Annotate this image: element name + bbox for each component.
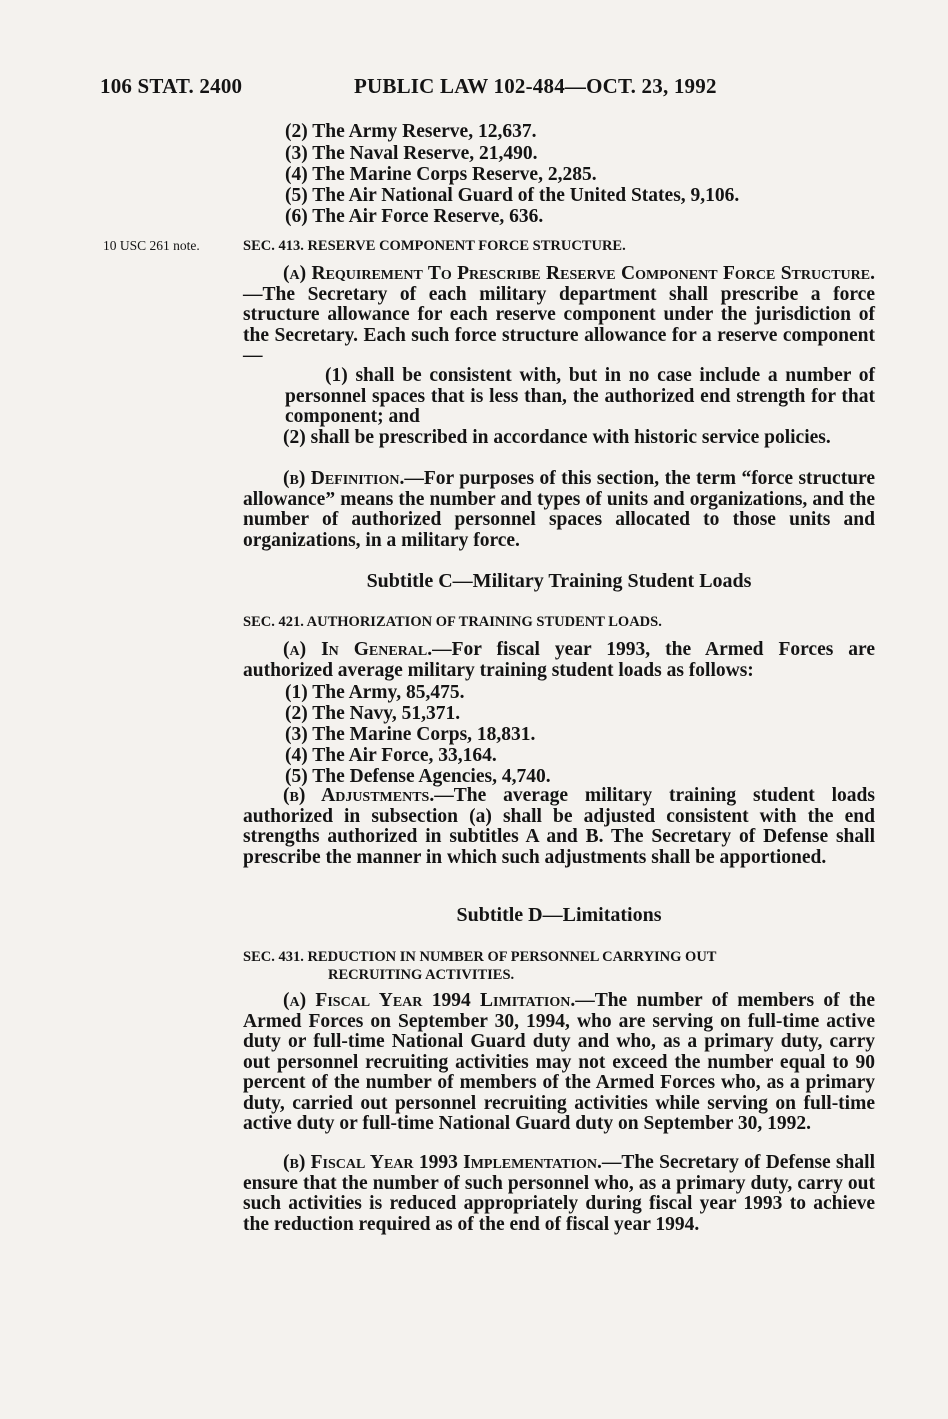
subsection-label: (a) In General. [283, 639, 433, 660]
section-413-subsection-b [243, 469, 875, 551]
section-431-heading [243, 948, 875, 984]
section-413-heading: SEC. 413. RESERVE COMPONENT FORCE STRUCTURE. [243, 238, 626, 254]
public-law-title: PUBLIC LAW 102-484—OCT. 23, 1992 [354, 74, 717, 98]
list-item: (3) The Naval Reserve, 21,490. [285, 143, 538, 164]
subsection-text: —The Secretary of Defense shall ensure that the number of such personnel who, as a primary duty, carry out such activities is reduced appropriately during fiscal year 1993 to achieve the reduction required as of the end of fiscal year 1994. [243, 1152, 875, 1235]
subsection-label: (a) Requirement To Prescribe Reserve Component Force Structure. [283, 263, 875, 284]
subsection-label: (a) Fiscal Year 1994 Limitation. [283, 990, 576, 1011]
list-item: (4) The Marine Corps Reserve, 2,285. [285, 164, 597, 185]
stat-citation: 106 STAT. 2400 [100, 74, 243, 98]
paragraph-text: (2) shall be prescribed in accordance with historic service policies. [283, 427, 831, 448]
section-431-subsection-b [243, 1153, 875, 1235]
subsection-text: —For purposes of this section, the term “force structure allowance” means the number and types of units and organizations, and the number of authorized personnel spaces allocated to those units and organizations, in a military force. [243, 468, 875, 551]
heading-line: SEC. 431. REDUCTION IN NUMBER OF PERSONNEL CARRYING OUT [243, 949, 717, 965]
paragraph-2 [243, 428, 875, 449]
section-413-subsection-a [243, 264, 875, 367]
subsection-label: (b) Definition. [283, 468, 405, 489]
section-421-subsection-b [243, 786, 875, 868]
section-431-subsection-a [243, 991, 875, 1135]
usc-margin-note: 10 USC 261 note. [103, 238, 200, 253]
paragraph-1 [285, 366, 875, 428]
subsection-label: (b) Fiscal Year 1993 Implementation. [283, 1152, 602, 1173]
section-421-subsection-a [243, 640, 875, 681]
paragraph-text: (1) shall be consistent with, but in no case include a number of personnel spaces that is less than, the authorized end strength for that component; and [285, 365, 875, 427]
list-item: (1) The Army, 85,475. [285, 682, 465, 703]
subsection-text: —The number of members of the Armed Forces on September 30, 1994, who are serving on full-time active duty or full-time National Guard duty and who, as a primary duty, carry out personnel recruiting activities may not exceed the number equal to 90 percent of the number of members of the Armed Forces who, as a primary duty, carried out personnel recruiting activities while serving on full-time active duty or full-time National Guard duty on September 30, 1992. [243, 990, 875, 1134]
subsection-label: (b) Adjustments. [283, 785, 435, 806]
subtitle-c-heading: Subtitle C—Military Training Student Loads [366, 570, 752, 592]
list-item: (4) The Air Force, 33,164. [285, 745, 497, 766]
subtitle-d-heading: Subtitle D—Limitations [456, 904, 662, 926]
list-item: (3) The Marine Corps, 18,831. [285, 724, 536, 745]
list-item: (2) The Army Reserve, 12,637. [285, 121, 537, 142]
page-header [100, 74, 800, 104]
subsection-text: —The average military training student loads authorized in subsection (a) shall be adjusted consistent with the end strengths authorized in subtitles A and B. The Secretary of Defense shall prescribe the manner in which such adjustments shall be apportioned. [243, 785, 875, 868]
heading-line: RECRUITING ACTIVITIES. [328, 967, 515, 983]
list-item: (5) The Defense Agencies, 4,740. [285, 766, 551, 787]
section-421-heading: SEC. 421. AUTHORIZATION OF TRAINING STUDENT LOADS. [243, 614, 662, 630]
subsection-text: —The Secretary of each military department shall prescribe a force structure allowance for each reserve component under the jurisdiction of the Secretary. Each such force structure allowance for a reserve component— [243, 283, 875, 366]
list-item: (6) The Air Force Reserve, 636. [285, 206, 544, 227]
list-item: (2) The Navy, 51,371. [285, 703, 461, 724]
subsection-text: —For fiscal year 1993, the Armed Forces are authorized average military training student loads as follows: [243, 639, 875, 681]
list-item: (5) The Air National Guard of the United States, 9,106. [285, 185, 740, 206]
